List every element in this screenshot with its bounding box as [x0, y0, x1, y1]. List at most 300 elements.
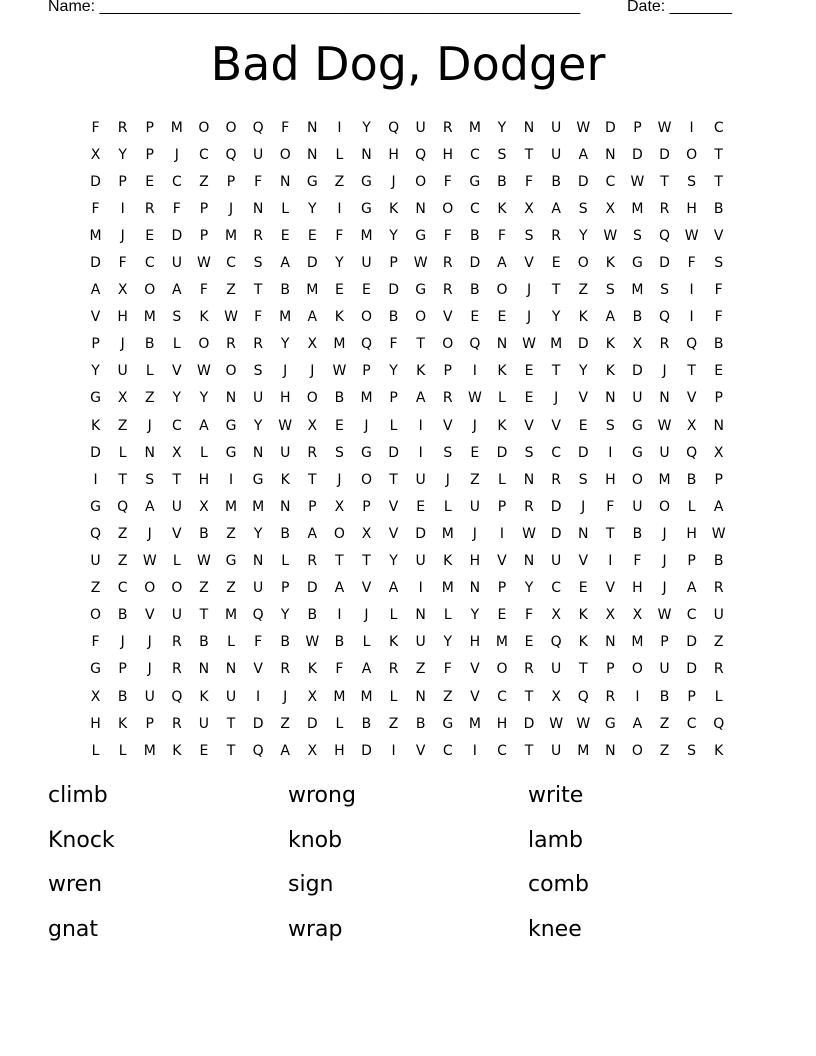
grid-cell: W — [657, 417, 672, 434]
grid-cell: E — [334, 417, 344, 434]
grid-cell: Z — [713, 634, 724, 651]
grid-cell: N — [415, 607, 426, 624]
grid-cell: Y — [578, 363, 588, 380]
word-list-item: knob — [288, 827, 343, 853]
grid-cell: V — [172, 363, 182, 380]
grid-cell: B — [199, 525, 209, 542]
grid-cell: X — [632, 336, 643, 353]
grid-cell: U — [551, 119, 562, 136]
grid-cell: J — [364, 607, 369, 624]
grid-cell: I — [418, 580, 423, 597]
grid-cell: B — [307, 607, 318, 624]
grid-cell: U — [198, 715, 210, 732]
grid-cell: K — [280, 471, 290, 488]
grid-cell: L — [389, 607, 398, 624]
grid-cell: O — [198, 336, 210, 353]
grid-cell: I — [337, 200, 342, 217]
grid-cell: S — [714, 255, 724, 272]
grid-cell: I — [93, 471, 98, 488]
grid-cell: J — [310, 363, 315, 380]
grid-cell: M — [441, 525, 454, 542]
grid-cell: H — [632, 580, 643, 597]
grid-cell: D — [388, 282, 399, 299]
grid-cell: L — [389, 688, 398, 705]
grid-cell: K — [90, 417, 101, 434]
grid-cell: B — [117, 688, 128, 705]
grid-cell: F — [525, 607, 534, 624]
grid-cell: L — [118, 444, 127, 461]
grid-cell: O — [631, 471, 643, 488]
grid-cell: U — [551, 661, 562, 678]
grid-cell: K — [199, 688, 209, 705]
grid-cell: Q — [659, 309, 671, 326]
grid-cell: R — [524, 498, 534, 515]
grid-cell: S — [145, 471, 155, 488]
grid-cell: L — [714, 688, 723, 705]
grid-cell: T — [308, 471, 317, 488]
grid-cell: E — [470, 309, 480, 326]
grid-cell: E — [497, 607, 507, 624]
grid-cell: T — [687, 363, 696, 380]
grid-cell: N — [415, 200, 426, 217]
grid-cell: F — [443, 227, 452, 244]
grid-cell: F — [335, 661, 344, 678]
grid-cell: B — [470, 227, 480, 244]
grid-cell: H — [442, 146, 454, 163]
grid-cell: J — [662, 363, 667, 380]
grid-cell: G — [442, 715, 454, 732]
grid-cell: D — [90, 444, 101, 461]
grid-cell: E — [145, 227, 155, 244]
grid-cell: T — [578, 661, 588, 678]
grid-cell: G — [90, 390, 101, 407]
grid-cell: U — [551, 742, 562, 759]
grid-cell: B — [199, 634, 209, 651]
grid-cell: H — [686, 525, 697, 542]
grid-cell: M — [631, 282, 644, 299]
grid-cell: V — [470, 688, 480, 705]
grid-cell: Z — [470, 471, 480, 488]
grid-cell: P — [145, 119, 154, 136]
grid-cell: R — [388, 661, 399, 678]
grid-cell: U — [632, 390, 643, 407]
grid-cell: I — [418, 417, 423, 434]
grid-cell: W — [522, 336, 536, 353]
grid-cell: L — [227, 634, 235, 651]
grid-cell: T — [524, 688, 534, 705]
grid-cell: J — [391, 173, 396, 190]
grid-cell: T — [118, 471, 127, 488]
grid-cell: Z — [117, 417, 128, 434]
grid-cell: W — [630, 173, 645, 190]
grid-cell: I — [499, 525, 505, 542]
grid-cell: B — [361, 715, 372, 732]
name-field: Name: ______________________________________________________ — [48, 0, 581, 15]
grid-cell: Q — [225, 146, 237, 163]
grid-cell: O — [496, 661, 508, 678]
grid-cell: S — [578, 200, 588, 217]
grid-cell: U — [713, 607, 724, 624]
grid-cell: L — [362, 634, 371, 651]
grid-cell: Q — [388, 119, 400, 136]
grid-cell: K — [497, 417, 507, 434]
grid-cell: N — [713, 417, 724, 434]
grid-cell: Q — [117, 498, 129, 515]
grid-cell: D — [90, 173, 101, 190]
grid-cell: A — [551, 200, 561, 217]
grid-cell: T — [714, 146, 723, 163]
grid-cell: D — [577, 444, 589, 461]
grid-cell: E — [524, 390, 534, 407]
grid-cell: T — [660, 173, 669, 190]
grid-cell: J — [120, 336, 125, 353]
grid-cell: C — [442, 742, 453, 759]
grid-cell: N — [252, 444, 264, 461]
grid-cell: N — [361, 146, 372, 163]
grid-cell: J — [472, 417, 477, 434]
grid-cell: S — [334, 444, 344, 461]
grid-cell: S — [687, 173, 697, 190]
grid-cell: N — [307, 119, 318, 136]
grid-cell: E — [524, 363, 534, 380]
grid-cell: P — [362, 498, 371, 515]
grid-cell: I — [391, 742, 396, 759]
grid-cell: O — [144, 282, 156, 299]
grid-cell: G — [252, 471, 264, 488]
grid-cell: J — [581, 498, 586, 515]
date-field: Date: _______ — [627, 0, 732, 15]
grid-cell: T — [335, 553, 344, 570]
grid-cell: G — [225, 444, 237, 461]
grid-cell: Z — [226, 282, 236, 299]
grid-cell: X — [605, 607, 616, 624]
grid-cell: R — [442, 119, 453, 136]
grid-cell: N — [496, 336, 508, 353]
grid-cell: C — [117, 580, 128, 597]
grid-cell: P — [633, 119, 642, 136]
grid-cell: H — [469, 634, 481, 651]
grid-cell: M — [224, 607, 238, 624]
grid-cell: Y — [578, 227, 588, 244]
grid-cell: U — [551, 146, 562, 163]
grid-cell: R — [226, 336, 236, 353]
grid-cell: E — [362, 282, 371, 299]
grid-cell: H — [90, 715, 101, 732]
grid-cell: P — [714, 471, 723, 488]
grid-cell: L — [281, 553, 290, 570]
grid-cell: D — [686, 661, 697, 678]
grid-cell: R — [253, 336, 263, 353]
grid-cell: B — [144, 336, 155, 353]
grid-cell: I — [689, 309, 694, 326]
word-list-item: climb — [48, 783, 108, 808]
grid-cell: P — [497, 498, 507, 515]
grid-cell: O — [198, 119, 210, 136]
grid-cell: P — [443, 363, 452, 380]
grid-cell: C — [686, 715, 697, 732]
grid-cell: V — [470, 661, 480, 678]
grid-cell: P — [91, 336, 100, 353]
grid-cell: M — [468, 715, 481, 732]
word-list-item: wren — [48, 872, 103, 897]
grid-cell: X — [199, 498, 209, 515]
grid-cell: B — [334, 634, 345, 651]
grid-cell: Q — [252, 119, 264, 136]
grid-cell: I — [635, 688, 640, 705]
grid-cell: Q — [415, 146, 427, 163]
grid-cell: N — [523, 553, 535, 570]
grid-cell: D — [632, 146, 643, 163]
grid-cell: U — [252, 580, 264, 597]
grid-cell: X — [90, 688, 101, 705]
grid-cell: M — [577, 742, 590, 759]
grid-cell: H — [496, 715, 508, 732]
grid-cell: B — [713, 553, 724, 570]
grid-cell: G — [415, 227, 427, 244]
grid-cell: Q — [713, 715, 725, 732]
grid-cell: Q — [360, 336, 372, 353]
grid-cell: D — [306, 715, 318, 732]
grid-cell: K — [578, 634, 588, 651]
grid-cell: J — [283, 688, 288, 705]
grid-cell: L — [335, 146, 344, 163]
grid-cell: N — [279, 173, 291, 190]
grid-cell: D — [577, 173, 589, 190]
grid-cell: Y — [335, 255, 344, 272]
grid-cell: L — [335, 715, 344, 732]
grid-cell: C — [713, 119, 724, 136]
grid-cell: J — [662, 525, 667, 542]
grid-cell: K — [334, 309, 344, 326]
grid-cell: Y — [362, 119, 371, 136]
grid-cell: Y — [253, 417, 263, 434]
grid-cell: M — [441, 580, 454, 597]
grid-cell: R — [307, 444, 318, 461]
grid-cell: B — [415, 715, 426, 732]
grid-cell: A — [199, 417, 209, 434]
grid-cell: H — [686, 200, 697, 217]
grid-cell: L — [172, 336, 181, 353]
grid-cell: S — [253, 255, 263, 272]
grid-cell: M — [333, 336, 346, 353]
grid-cell: L — [443, 607, 452, 624]
grid-cell: D — [604, 119, 616, 136]
grid-cell: P — [687, 688, 696, 705]
grid-cell: Q — [252, 607, 264, 624]
grid-cell: F — [335, 227, 344, 244]
grid-cell: O — [442, 336, 454, 353]
grid-cell: K — [605, 255, 615, 272]
grid-cell: G — [361, 173, 372, 190]
grid-cell: N — [144, 444, 155, 461]
grid-cell: C — [144, 255, 155, 272]
grid-cell: W — [332, 363, 347, 380]
grid-cell: C — [551, 444, 562, 461]
grid-cell: O — [415, 173, 427, 190]
grid-cell: C — [605, 173, 616, 190]
grid-cell: Y — [172, 390, 182, 407]
grid-cell: S — [605, 417, 615, 434]
grid-cell: N — [605, 146, 616, 163]
grid-cell: N — [307, 146, 318, 163]
grid-cell: K — [497, 200, 507, 217]
grid-cell: Z — [334, 173, 345, 190]
grid-cell: B — [713, 336, 724, 353]
grid-cell: U — [415, 471, 426, 488]
grid-cell: S — [253, 363, 263, 380]
grid-cell: W — [684, 227, 699, 244]
grid-cell: T — [551, 363, 561, 380]
grid-cell: N — [605, 742, 616, 759]
grid-cell: P — [280, 580, 290, 597]
grid-cell: K — [388, 634, 399, 651]
word-search-grid — [82, 114, 732, 764]
grid-cell: E — [714, 363, 724, 380]
grid-cell: Y — [389, 553, 398, 570]
grid-cell: F — [606, 498, 615, 515]
grid-cell: V — [442, 417, 453, 434]
grid-cell: F — [199, 282, 208, 299]
grid-cell: P — [118, 173, 127, 190]
grid-cell: T — [389, 471, 398, 488]
grid-cell: H — [334, 742, 345, 759]
grid-cell: R — [659, 200, 670, 217]
grid-cell: M — [550, 336, 563, 353]
grid-cell: X — [361, 525, 372, 542]
grid-cell: Y — [470, 607, 480, 624]
grid-cell: W — [413, 255, 428, 272]
grid-cell: D — [306, 580, 318, 597]
grid-cell: B — [388, 309, 399, 326]
grid-cell: D — [415, 525, 427, 542]
grid-cell: U — [252, 390, 264, 407]
grid-cell: I — [689, 282, 694, 299]
grid-cell: O — [496, 282, 508, 299]
grid-cell: A — [415, 390, 426, 407]
grid-cell: N — [198, 661, 210, 678]
grid-cell: G — [469, 173, 481, 190]
grid-cell: F — [633, 553, 642, 570]
grid-cell: O — [90, 607, 102, 624]
grid-cell: I — [337, 607, 342, 624]
grid-cell: L — [498, 390, 506, 407]
grid-cell: B — [280, 525, 290, 542]
grid-cell: I — [472, 742, 477, 759]
grid-cell: V — [524, 417, 534, 434]
grid-cell: D — [550, 525, 562, 542]
grid-cell: L — [200, 444, 208, 461]
grid-cell: X — [524, 200, 534, 217]
grid-cell: P — [687, 553, 696, 570]
grid-cell: V — [524, 255, 534, 272]
grid-cell: A — [578, 146, 589, 163]
grid-cell: I — [608, 444, 613, 461]
grid-cell: P — [362, 363, 371, 380]
grid-cell: T — [551, 282, 561, 299]
grid-cell: P — [199, 200, 209, 217]
grid-cell: A — [497, 255, 507, 272]
grid-cell: K — [497, 363, 507, 380]
grid-cell: Z — [117, 553, 128, 570]
grid-cell: L — [443, 498, 452, 515]
grid-cell: B — [551, 173, 561, 190]
grid-cell: X — [307, 688, 318, 705]
grid-cell: W — [142, 553, 157, 570]
grid-cell: J — [526, 309, 532, 326]
grid-cell: G — [225, 417, 237, 434]
grid-cell: F — [714, 282, 723, 299]
grid-cell: J — [472, 525, 477, 542]
grid-cell: O — [360, 309, 372, 326]
grid-cell: U — [659, 444, 670, 461]
grid-cell: A — [388, 580, 399, 597]
grid-cell: E — [199, 742, 209, 759]
grid-cell: A — [307, 309, 318, 326]
grid-cell: J — [554, 390, 559, 407]
grid-cell: W — [603, 227, 618, 244]
grid-cell: H — [388, 146, 399, 163]
grid-cell: M — [143, 742, 156, 759]
grid-cell: E — [307, 227, 317, 244]
grid-cell: F — [687, 255, 696, 272]
grid-cell: K — [307, 661, 317, 678]
grid-cell: D — [171, 227, 183, 244]
grid-cell: R — [144, 200, 155, 217]
grid-cell: M — [89, 227, 102, 244]
grid-cell: N — [415, 688, 426, 705]
grid-cell: A — [90, 282, 101, 299]
grid-cell: F — [91, 634, 100, 651]
grid-cell: T — [172, 471, 182, 488]
grid-cell: L — [118, 742, 127, 759]
page-title: Bad Dog, Dodger — [210, 37, 606, 91]
grid-cell: Z — [388, 715, 399, 732]
grid-cell: M — [279, 309, 292, 326]
grid-cell: J — [174, 146, 179, 163]
grid-cell: K — [118, 715, 128, 732]
grid-cell: C — [497, 688, 507, 705]
grid-cell: C — [171, 173, 182, 190]
grid-cell: F — [443, 661, 452, 678]
grid-cell: U — [171, 498, 182, 515]
grid-cell: K — [388, 200, 399, 217]
grid-cell: Y — [253, 525, 263, 542]
grid-cell: X — [334, 498, 345, 515]
grid-cell: T — [714, 173, 723, 190]
grid-cell: E — [551, 255, 561, 272]
grid-cell: E — [578, 417, 588, 434]
grid-cell: P — [389, 390, 398, 407]
grid-cell: A — [632, 715, 643, 732]
grid-cell: G — [90, 661, 101, 678]
grid-cell: P — [145, 715, 154, 732]
grid-cell: K — [714, 742, 724, 759]
grid-cell: E — [497, 309, 507, 326]
grid-cell: M — [631, 200, 644, 217]
grid-cell: Y — [308, 200, 317, 217]
grid-cell: D — [388, 444, 399, 461]
grid-cell: A — [686, 580, 697, 597]
grid-cell: C — [469, 200, 480, 217]
grid-cell: U — [415, 119, 426, 136]
grid-cell: R — [442, 255, 453, 272]
grid-cell: R — [117, 119, 128, 136]
grid-cell: F — [525, 173, 534, 190]
grid-cell: M — [252, 498, 265, 515]
grid-cell: X — [632, 607, 643, 624]
grid-cell: Y — [389, 363, 398, 380]
grid-cell: R — [713, 580, 724, 597]
